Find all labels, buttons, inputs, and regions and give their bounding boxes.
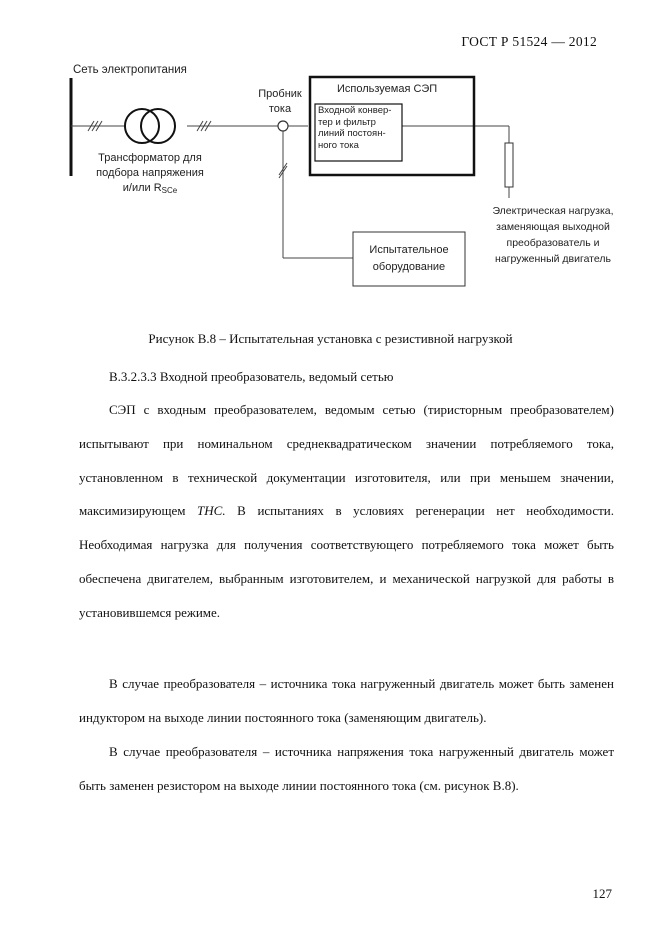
sep-box-title: Используемая СЭП: [337, 83, 438, 95]
test-equipment-line1: Испытательное: [369, 244, 449, 256]
converter-line-1: Входной конвер-: [318, 105, 392, 116]
load-label-line2: заменяющая выходной: [496, 221, 610, 233]
converter-line-3: линий постоян-: [318, 128, 386, 139]
transformer-label: [85, 151, 215, 198]
load-label-line3: преобразователь и: [506, 237, 600, 249]
current-probe-icon: [278, 121, 288, 131]
converter-filter-label: [318, 105, 402, 151]
transformer-label-line2: подбора напряжения: [96, 167, 204, 179]
paragraph-2-text: В случае преобразователя – источника тока нагруженный двигатель может быть заменен индуктором на выходе линии постоянного тока (заменяющим двигатель).: [79, 676, 614, 725]
paragraph-3: [79, 735, 614, 803]
test-equipment-line2: оборудование: [372, 261, 446, 273]
load-label: [479, 203, 627, 267]
transformer-label-subscript: SCe: [161, 186, 178, 195]
probe-label-line2: тока: [268, 103, 292, 115]
test-equipment-label: [353, 242, 465, 276]
transformer-label-line1: Трансформатор для: [98, 152, 202, 164]
converter-line-4: ного тока: [318, 139, 359, 151]
figure-caption: Рисунок В.8 – Испытательная установка с резистивной нагрузкой: [148, 331, 513, 346]
paragraph-1-text-after: В испытаниях в условиях регенерации нет необходимости. Необходимая нагрузка для получения соответствующего потребляемого тока может быть обеспечена двигателем, выбранным изготовителем, и механической нагрузкой для работы в установившемся режиме.: [79, 503, 615, 620]
page-number: 127: [592, 886, 612, 901]
paragraph-2: [79, 667, 614, 735]
converter-line-2: тер и фильтр: [318, 116, 376, 128]
probe-label: [250, 87, 310, 117]
paragraph-3-text: В случае преобразователя – источника напряжения тока нагруженный двигатель может быть заменен резистором на выходе линии постоянного тока (см. рисунок В.8).: [79, 744, 614, 793]
load-label-line4: нагруженный двигатель: [495, 253, 611, 265]
load-resistor: [505, 143, 513, 187]
paragraph-1: [79, 393, 614, 630]
load-label-line1: Электрическая нагрузка,: [492, 205, 614, 217]
standard-header: ГОСТ Р 51524 — 2012: [461, 34, 597, 49]
transformer-label-line3: и/или RSCe: [122, 182, 178, 195]
section-subheading: В.3.2.3.3 Входной преобразователь, ведомый сетью: [109, 369, 394, 384]
probe-label-line1: Пробник: [258, 88, 302, 100]
paragraph-1-italic: ТНС.: [197, 503, 226, 519]
paragraph-1-text: СЭП с входным преобразователем, ведомым сетью (тиристорным преобразователем) испытывают при номинальном среднеквадратическом значении потребляемого тока, установленном в технической документации изготовителя, или при меньшем значении, максимизирующем: [79, 402, 614, 519]
network-label: Сеть электропитания: [73, 64, 187, 76]
